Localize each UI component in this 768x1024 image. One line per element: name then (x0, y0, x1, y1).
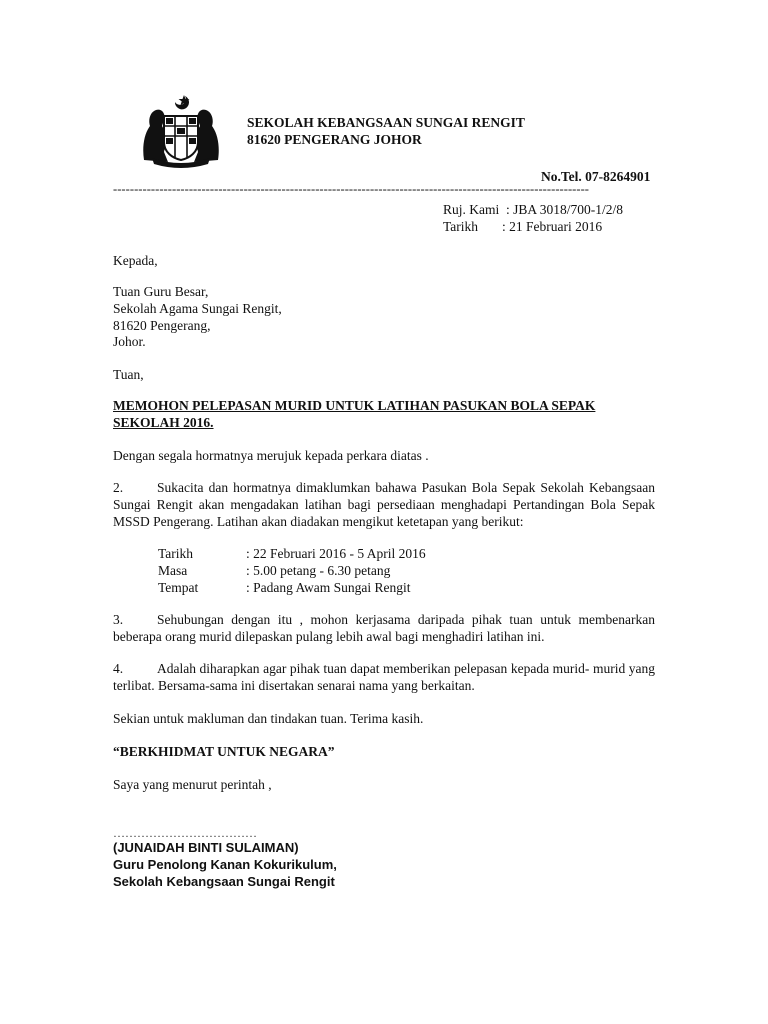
schedule-value: : Padang Awam Sungai Rengit (246, 580, 411, 595)
schedule-label: Tempat (158, 580, 199, 595)
signatory-title: Guru Penolong Kanan Kokurikulum, (113, 857, 337, 872)
date-value: : 21 Februari 2016 (502, 219, 603, 234)
school-name: SEKOLAH KEBANGSAAN SUNGAI RENGIT (247, 115, 525, 130)
phone-number: No.Tel. 07-8264901 (541, 169, 651, 184)
paragraph-4 (113, 660, 655, 694)
paragraph-4-text: Adalah diharapkan agar pihak tuan dapat memberikan pelepasan kepada murid- murid yang terlibat. Bersama-sama ini disertakan senarai nama yang berkaitan. (113, 661, 655, 693)
ref-label: Ruj. Kami (443, 202, 500, 217)
school-address: 81620 PENGERANG JOHOR (247, 132, 422, 147)
yours-faithfully: Saya yang menurut perintah , (113, 777, 272, 792)
schedule-value: : 5.00 petang - 6.30 petang (246, 563, 391, 578)
paragraph-2 (113, 479, 655, 530)
subject-line-2: SEKOLAH 2016. (113, 415, 214, 430)
motto: “BERKHIDMAT UNTUK NEGARA” (113, 744, 335, 759)
schedule-label: Tarikh (158, 546, 194, 561)
subject-line-1: MEMOHON PELEPASAN MURID UNTUK LATIHAN PASUKAN BOLA SEPAK (113, 398, 596, 413)
signatory-name: (JUNAIDAH BINTI SULAIMAN) (113, 840, 299, 855)
paragraph-3 (113, 611, 655, 645)
recipient-line: 81620 Pengerang, (113, 318, 211, 333)
recipient-line: Sekolah Agama Sungai Rengit, (113, 301, 282, 316)
kepada-label: Kepada, (113, 253, 158, 268)
ref-value: : JBA 3018/700-1/2/8 (506, 202, 624, 217)
schedule-label: Masa (158, 563, 188, 578)
salutation: Tuan, (113, 367, 144, 382)
paragraph-4-number: 4. (113, 661, 124, 676)
closing-line: Sekian untuk makluman dan tindakan tuan. Terima kasih. (113, 711, 424, 726)
paragraph-2-text: Sukacita dan hormatnya dimaklumkan bahawa Pasukan Bola Sepak Sekolah Kebangsaan Sungai Rengit akan mengadakan latihan bagi persediaan menghadapi Pertandingan Bola Sepak MSSD Pengerang. Latihan akan diadakan mengikut ketetapan yang berikut: (113, 480, 655, 529)
date-label: Tarikh (443, 219, 479, 234)
paragraph-3-number: 3. (113, 612, 124, 627)
signature-line: ……………………………… (113, 826, 257, 840)
coat-of-arms-icon (138, 92, 224, 168)
recipient-line: Tuan Guru Besar, (113, 284, 209, 299)
recipient-line: Johor. (113, 334, 146, 349)
signatory-school: Sekolah Kebangsaan Sungai Rengit (113, 874, 335, 889)
paragraph-3-text: Sehubungan dengan itu , mohon kerjasama daripada pihak tuan untuk membenarkan beberapa orang murid dilepaskan pulang lebih awal bagi menghadiri latihan ini. (113, 612, 655, 644)
paragraph-2-number: 2. (113, 480, 124, 495)
header-separator: ----------------------------------------------------------------------------------------------------------------- (113, 182, 590, 196)
intro-paragraph: Dengan segala hormatnya merujuk kepada perkara diatas . (113, 448, 429, 463)
schedule-value: : 22 Februari 2016 - 5 April 2016 (246, 546, 426, 561)
